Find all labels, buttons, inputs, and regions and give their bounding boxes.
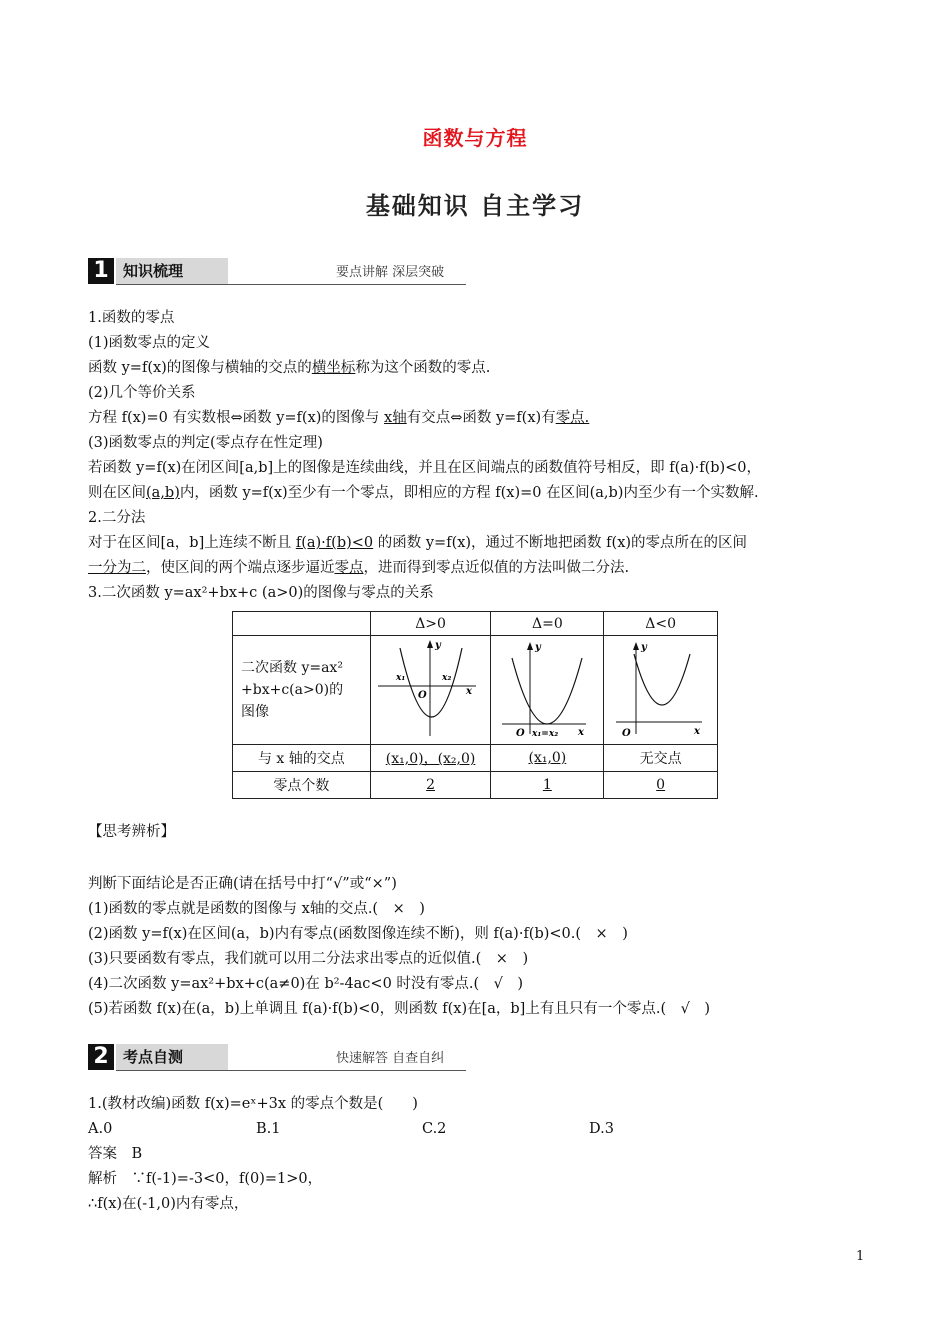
y-axis-arrow bbox=[527, 642, 533, 650]
heading-quadratic: 3.二次函数 y=ax²+bx+c (a>0)的图像与零点的关系 bbox=[88, 585, 434, 601]
table-cell bbox=[370, 745, 491, 772]
table-header-cell: Δ<0 bbox=[604, 612, 718, 636]
table-header-cell: Δ=0 bbox=[491, 612, 604, 636]
table-cell bbox=[491, 745, 604, 772]
think-item: (1)函数的零点就是函数的图像与 x轴的交点.( × ) bbox=[88, 901, 425, 917]
text-segment: 函数 y=f(x)的图像与横轴的交点的 bbox=[88, 360, 312, 376]
label-line: 图像 bbox=[241, 704, 269, 720]
page-number: 1 bbox=[856, 1249, 865, 1264]
origin-label: O bbox=[516, 728, 526, 739]
table-cell bbox=[491, 772, 604, 799]
graph-cell-positive bbox=[370, 636, 491, 745]
section-tagline: 要点讲解 深层突破 bbox=[336, 265, 445, 280]
table-header-cell bbox=[233, 612, 371, 636]
table-row-graph bbox=[233, 636, 718, 745]
blank-answer: (a,b) bbox=[146, 485, 180, 501]
section-subtitle: 基础知识 自主学习 bbox=[365, 191, 585, 220]
parabola-one-root-graph bbox=[492, 636, 602, 740]
option-d: D.3 bbox=[589, 1121, 614, 1137]
para-bisection-1 bbox=[88, 533, 747, 553]
blank-answer: x轴 bbox=[384, 410, 407, 426]
think-item: (5)若函数 f(x)在(a，b)上单调且 f(a)·f(b)<0，则函数 f(x)在[a，b]上有且只有一个零点.( √ ) bbox=[88, 1001, 710, 1017]
label-line: 二次函数 y=ax² bbox=[241, 660, 343, 676]
heading-equivalence: (2)几个等价关系 bbox=[88, 385, 196, 401]
intersection-value: (x₁,0) bbox=[528, 750, 567, 766]
text-segment: 方程 f(x)=0 有实数根⇔函数 y=f(x)的图像与 bbox=[88, 410, 385, 426]
text-segment: 内，函数 y=f(x)至少有一个零点，即相应的方程 f(x)=0 在区间(a,b)内至少有一个实数解. bbox=[179, 485, 759, 501]
table-header-cell: Δ>0 bbox=[370, 612, 491, 636]
document-title: 函数与方程 bbox=[422, 126, 528, 150]
option-c: C.2 bbox=[422, 1121, 447, 1137]
table-cell bbox=[604, 745, 718, 772]
y-axis-arrow bbox=[633, 642, 639, 650]
text-segment: 则在区间 bbox=[88, 485, 146, 501]
heading-zero-theorem: (3)函数零点的判定(零点存在性定理) bbox=[88, 435, 323, 451]
heading-zero-point: 1.函数的零点 bbox=[88, 310, 175, 326]
y-axis-label: y bbox=[640, 642, 647, 653]
table-row-label bbox=[233, 636, 371, 745]
x-axis-label: x bbox=[465, 686, 472, 697]
para-equivalence bbox=[88, 408, 589, 428]
para-bisection-2 bbox=[88, 558, 629, 578]
parabola-curve bbox=[634, 654, 690, 705]
section-heading: 知识梳理 bbox=[116, 258, 228, 284]
section-number: 2 bbox=[88, 1044, 114, 1070]
para-zero-theorem-1: 若函数 y=f(x)在闭区间[a,b]上的图像是连续曲线，并且在区间端点的函数值符号相反，即 f(a)·f(b)<0， bbox=[88, 460, 762, 476]
table-row-label: 与 x 轴的交点 bbox=[233, 745, 371, 772]
section-divider bbox=[116, 1070, 466, 1071]
answer-line: 答案 B bbox=[88, 1146, 143, 1162]
option-b: B.1 bbox=[256, 1121, 281, 1137]
label-line: +bx+c(a>0)的 bbox=[241, 682, 344, 698]
text-segment: ，使区间的两个端点逐步逼近 bbox=[146, 560, 335, 576]
text-segment: 称为这个函数的零点. bbox=[355, 360, 491, 376]
intersection-value: 无交点 bbox=[639, 751, 682, 767]
origin-label: O bbox=[621, 728, 631, 739]
graph-cell-negative bbox=[604, 636, 718, 745]
table-cell bbox=[370, 772, 491, 799]
section-number: 1 bbox=[88, 258, 114, 284]
text-segment: ，进而得到零点近似值的方法叫做二分法. bbox=[363, 560, 630, 576]
root-x1-label: x₁ bbox=[395, 673, 405, 683]
root-x2-label: x₂ bbox=[441, 673, 451, 683]
parabola-curve bbox=[400, 648, 462, 717]
question-1: 1.(教材改编)函数 f(x)=eˣ+3x 的零点个数是( ) bbox=[88, 1096, 418, 1112]
y-axis-arrow bbox=[427, 640, 433, 648]
zero-count-value: 1 bbox=[542, 777, 552, 793]
blank-answer: 零点 bbox=[334, 560, 364, 576]
y-axis-label: y bbox=[535, 642, 542, 653]
zero-count-value: 2 bbox=[426, 777, 436, 793]
text-segment: 有交点⇔函数 y=f(x)有 bbox=[406, 410, 556, 426]
heading-bisection: 2.二分法 bbox=[88, 510, 146, 526]
intersection-value: (x₁,0)，(x₂,0) bbox=[385, 751, 476, 767]
section-header-self-test bbox=[88, 1044, 466, 1072]
table-cell bbox=[604, 772, 718, 799]
x-axis-label: x bbox=[578, 727, 585, 738]
blank-answer: f(a)·f(b)<0 bbox=[295, 535, 374, 551]
section-heading: 考点自测 bbox=[116, 1044, 228, 1070]
table-row-intersections bbox=[233, 745, 718, 772]
table-header-row bbox=[233, 612, 718, 636]
blank-answer: 横坐标 bbox=[311, 360, 356, 376]
analysis-line: 解析 ∵f(-1)=-3<0，f(0)=1>0， bbox=[88, 1171, 323, 1187]
think-item: (3)只要函数有零点，我们就可以用二分法求出零点的近似值.( × ) bbox=[88, 951, 529, 967]
think-item: (4)二次函数 y=ax²+bx+c(a≠0)在 b²-4ac<0 时没有零点.( √ ) bbox=[88, 976, 524, 992]
table-row-zero-count bbox=[233, 772, 718, 799]
x-axis-label: x bbox=[693, 726, 700, 737]
parabola-curve bbox=[512, 658, 582, 724]
para-zero-theorem-2 bbox=[88, 483, 759, 503]
double-root-label: x₁=x₂ bbox=[532, 729, 559, 739]
text-segment: 对于在区间[a，b]上连续不断且 bbox=[88, 535, 296, 551]
think-item: (2)函数 y=f(x)在区间(a，b)内有零点(函数图像连续不断)，则 f(a)·f(b)<0.( × ) bbox=[88, 926, 628, 942]
parabola-no-root-graph bbox=[606, 636, 716, 740]
origin-label: O bbox=[417, 690, 427, 701]
para-zero-definition bbox=[88, 358, 490, 378]
text-segment: 的函数 y=f(x)，通过不断地把函数 f(x)的零点所在的区间 bbox=[373, 535, 748, 551]
zero-count-value: 0 bbox=[656, 777, 666, 793]
table-row-label: 零点个数 bbox=[233, 772, 371, 799]
analysis-line: ∴f(x)在(-1,0)内有零点， bbox=[88, 1196, 249, 1212]
quadratic-zero-table bbox=[232, 611, 718, 799]
think-intro: 判断下面结论是否正确(请在括号中打“√”或“×”) bbox=[88, 876, 397, 892]
heading-zero-definition: (1)函数零点的定义 bbox=[88, 335, 211, 351]
section-tagline: 快速解答 自查自纠 bbox=[336, 1051, 445, 1066]
blank-answer: 零点. bbox=[555, 410, 590, 426]
think-heading: 【思考辨析】 bbox=[88, 824, 175, 840]
section-divider bbox=[116, 284, 466, 285]
graph-cell-zero bbox=[491, 636, 604, 745]
option-a: A.0 bbox=[88, 1121, 113, 1137]
y-axis-label: y bbox=[434, 640, 441, 651]
blank-answer: 一分为二 bbox=[88, 560, 146, 576]
parabola-two-roots-graph bbox=[372, 636, 490, 740]
section-header-knowledge bbox=[88, 258, 466, 286]
